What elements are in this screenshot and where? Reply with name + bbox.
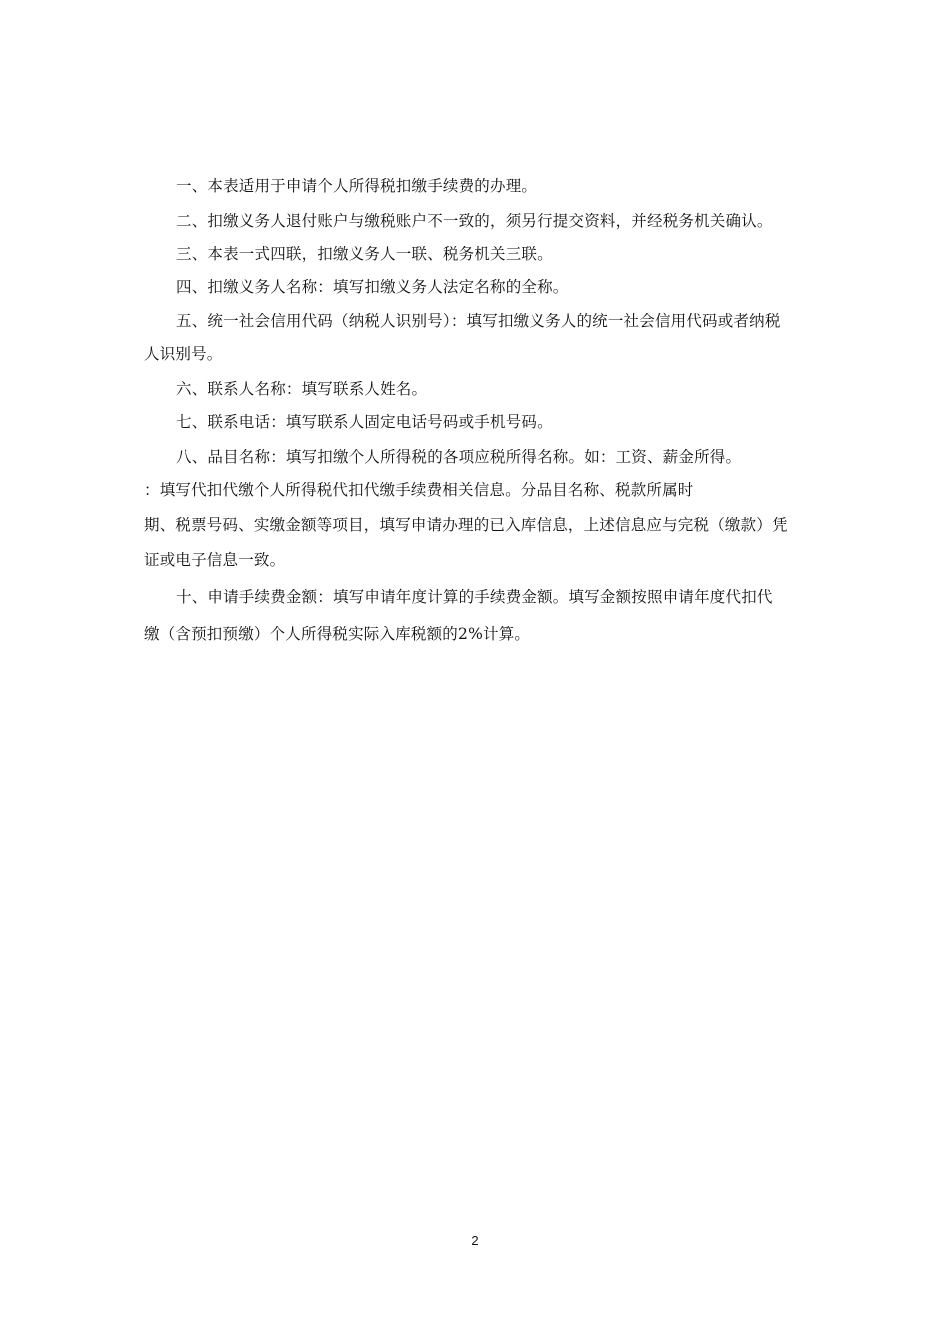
instruction-line-1: 一、本表适用于申请个人所得税扣缴手续费的办理。 xyxy=(176,177,538,195)
instruction-line-7: 七、联系电话：填写联系人固定电话号码或手机号码。 xyxy=(176,413,553,431)
instruction-line-10: 十、申请手续费金额：填写申请年度计算的手续费金额。填写金额按照申请年度代扣代 xyxy=(176,588,773,606)
instruction-line-5-continued: 人识别号。 xyxy=(144,345,223,363)
instruction-line-9-continued: 期、税票号码、实缴金额等项目，填写申请办理的已入库信息，上述信息应与完税（缴款）凭 xyxy=(144,516,788,534)
instruction-line-6: 六、联系人名称：填写联系人姓名。 xyxy=(176,380,428,398)
instruction-line-4: 四、扣缴义务人名称：填写扣缴义务人法定名称的全称。 xyxy=(176,278,569,296)
instruction-line-9: ：填写代扣代缴个人所得税代扣代缴手续费相关信息。分品目名称、税款所属时 xyxy=(144,481,694,499)
instruction-line-5: 五、统一社会信用代码（纳税人识别号）：填写扣缴义务人的统一社会信用代码或者纳税 xyxy=(176,312,781,330)
instruction-line-2: 二、扣缴义务人退付账户与缴税账户不一致的，须另行提交资料，并经税务机关确认。 xyxy=(176,212,773,230)
instruction-line-3: 三、本表一式四联，扣缴义务人一联、税务机关三联。 xyxy=(176,245,553,263)
instruction-line-8: 八、品目名称：填写扣缴个人所得税的各项应税所得名称。如：工资、薪金所得。 xyxy=(176,448,742,466)
page-number: 2 xyxy=(471,1233,479,1248)
instruction-line-10-continued: 缴（含预扣预缴）个人所得税实际入库税额的2%计算。 xyxy=(144,625,531,643)
instruction-line-9-end: 证或电子信息一致。 xyxy=(144,551,286,569)
